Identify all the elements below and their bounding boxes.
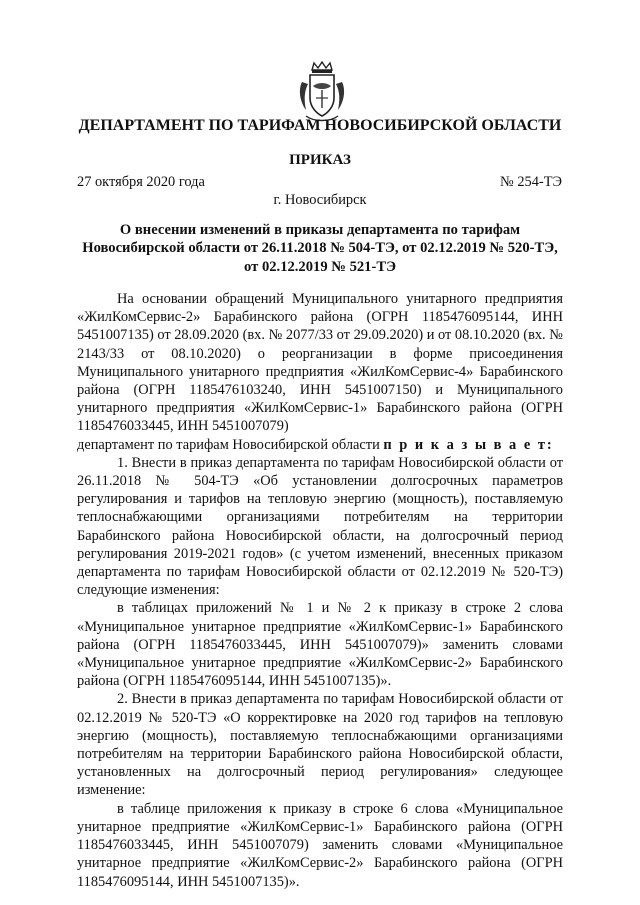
basis-paragraph: На основании обращений Муниципального унитарного предприятия «ЖилКомСервис-2» Барабинского района (ОГРН 1185476095144, ИНН 5451007135) от 28.09.2020 (вх. № 2077/33 от 29.09.2020) и от 08.10.2020 (вх. № 2143/33 от 08.10.2020) о реорганизации в форме присоединения Муниципального унитарного предприятия «ЖилКомСервис-4» Барабинского района (ОГРН 1185476103240, ИНН 5451007150) и Муниципального унитарного предприятия «ЖилКомСервис-1» Барабинского района (ОГРН 1185476033445, ИНН 5451007079) [77,291,563,435]
item-1-change-paragraph: в таблицах приложений № 1 и № 2 к приказу в строке 2 слова «Муниципальное унитарное предприятие «ЖилКомСервис-1» Барабинского района (ОГРН 1185476033445, ИНН 5451007079)» заменить словами «Муниципальное унитарное предприятие «ЖилКомСервис-2» Барабинского района (ОГРН 1185476095144, ИНН 5451007135)». [77,600,563,690]
item-2-change-paragraph: в таблице приложения к приказу в строке 6 слова «Муниципальное унитарное предприятие «ЖилКомСервис-1» Барабинского района (ОГРН 1185476033445, ИНН 5451007079) заменить словами «Муниципальное унитарное предприятие «ЖилКомСервис-2» Барабинского района (ОГРН 1185476095144, ИНН 5451007135)». [77,800,563,890]
order-date: 27 октября 2020 года [77,174,205,190]
item-1-paragraph: 1. Внести в приказ департамента по тарифам Новосибирской области от 26.11.2018 № 504-ТЭ «Об установлении долгосрочных параметров регулирования и тарифов на тепловую энергию (мощность), поставляемую теплоснабжающими организациями потребителям на территории Барабинского района Новосибирской области, на долгосрочный период регулирования 2019-2021 годов» (с учетом изменений, внесенных приказом департамента по тарифам Новосибирской области от 02.12.2019 № 520-ТЭ) следующие изменения: [77,454,563,599]
item-2-paragraph: 2. Внести в приказ департамента по тарифам Новосибирской области от 02.12.2019 № 520-ТЭ «О корректировке на 2020 год тарифов на тепловую энергию (мощность), поставляемую теплоснабжающими организациями потребителям на территории Барабинского района Новосибирской области, установленных на долгосрочный период регулирования» следующее изменение: [77,691,563,799]
order-city: г. Новосибирск [273,192,367,208]
order-number: № 254-ТЭ [500,174,562,190]
department-title: ДЕПАРТАМЕНТ ПО ТАРИФАМ НОВОСИБИРСКОЙ ОБЛАСТИ [78,117,562,134]
orders-line [77,436,563,454]
order-body [77,290,563,891]
orders-prefix: департамент по тарифам Новосибирской области [77,436,384,453]
orders-word: п р и к а з ы в а е т: [383,436,554,453]
coat-of-arms-icon [296,60,348,124]
document-type: ПРИКАЗ [289,152,351,168]
order-subject: О внесении изменений в приказы департамента по тарифам Новосибирской области от 26.11.2018 № 504-ТЭ, от 02.12.2019 № 520-ТЭ, от 02.12.2019 № 521-ТЭ [82,222,558,275]
